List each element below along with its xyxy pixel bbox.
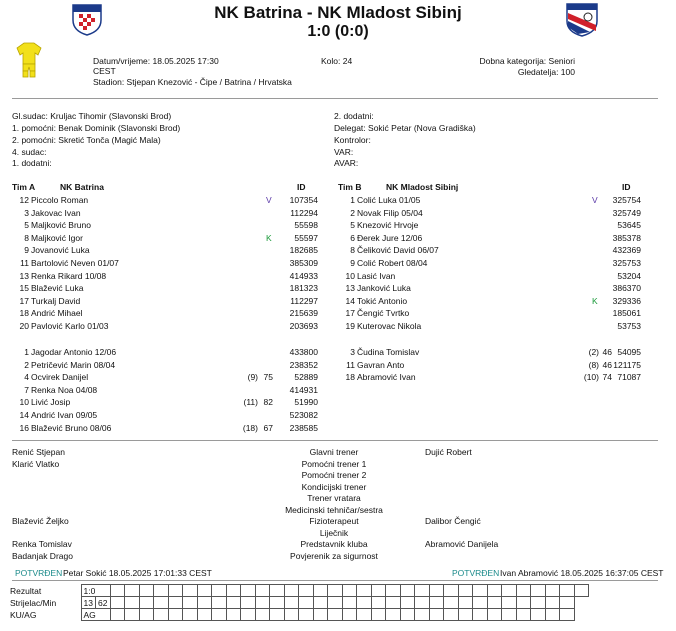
- ku-ag-row: [10, 609, 589, 621]
- scorer-number: 13: [81, 597, 96, 609]
- match-score: 1:0 (0:0): [307, 23, 369, 40]
- match-stadium: Stadion: Stjepan Knezović - Čipe / Batrina / Hrvatska: [93, 77, 292, 87]
- team-b-id-header: ID: [622, 182, 631, 192]
- match-title: NK Batrina - NK Mladost Sibinj: [214, 3, 462, 22]
- staff-team-a: Klarić Vlatko: [12, 458, 60, 469]
- player-number: 18: [345, 372, 355, 383]
- player-id: 55597: [294, 232, 318, 243]
- player-id: 203693: [289, 321, 318, 331]
- player-name: Andrić Ivan 09/05: [31, 410, 98, 420]
- player-name: Bartolović Neven 01/07: [31, 258, 119, 268]
- player-row: [338, 207, 641, 220]
- player-number: 13: [345, 283, 355, 294]
- player-number: 19: [345, 321, 355, 331]
- player-number: 5: [350, 220, 355, 231]
- staff-team-b: Dujić Robert: [425, 447, 472, 457]
- result-label: Rezultat: [10, 585, 42, 596]
- referee-line: 1. pomoćni: Benak Dominik (Slavonski Brod): [12, 123, 181, 133]
- player-row: [338, 295, 641, 308]
- player-id: 432369: [612, 245, 641, 256]
- divider: [12, 440, 658, 441]
- sub-replaced: (11): [243, 397, 258, 408]
- player-id: 215639: [289, 308, 318, 319]
- player-id: 433800: [289, 347, 318, 357]
- player-number: 20: [19, 321, 29, 331]
- player-number: 16: [19, 422, 29, 433]
- substitute-row: [12, 371, 318, 384]
- player-name: Maljković Bruno: [31, 220, 91, 231]
- player-name: Ocvirek Danijel: [31, 372, 89, 383]
- goalkeeper-badge: V: [592, 195, 598, 205]
- jersey-icon: [16, 42, 42, 78]
- player-number: 9: [24, 245, 29, 256]
- player-row: [12, 207, 318, 220]
- sub-replaced: (2): [588, 347, 599, 357]
- staff-role: Glavni trener: [309, 447, 359, 457]
- player-row: [338, 282, 641, 295]
- player-row: [12, 270, 318, 283]
- player-name: Čudina Tomislav: [357, 347, 420, 357]
- sub-minute: 74: [602, 372, 612, 383]
- player-number: 18: [19, 308, 29, 319]
- player-row: [12, 307, 318, 320]
- scorer-label: Strijelac/Min: [10, 597, 57, 608]
- player-number: 3: [24, 207, 29, 218]
- player-name: Novak Filip 05/04: [357, 207, 423, 218]
- player-number: 4: [24, 372, 29, 383]
- staff-role: Pomoćni trener 1: [301, 458, 367, 469]
- staff-role: Predstavnik kluba: [300, 539, 368, 549]
- player-name: Livić Josip: [31, 397, 71, 408]
- staff-role: Liječnik: [319, 527, 349, 538]
- player-id: 182685: [289, 245, 318, 256]
- staff-team-b: Dalibor Čengić: [425, 516, 481, 526]
- substitute-row: [338, 346, 641, 359]
- player-number: 1: [350, 195, 355, 205]
- player-id: 325754: [612, 195, 641, 205]
- player-name: Blažević Luka: [31, 283, 84, 294]
- player-name: Pavlović Karlo 01/03: [31, 321, 109, 331]
- player-name: Maljković Igor: [31, 232, 83, 243]
- referee-line: Gl.sudac: Kruljac Tihomir (Slavonski Brod): [12, 111, 172, 121]
- player-name: Gavran Anto: [357, 359, 405, 370]
- staff-role: Trener vratara: [307, 493, 361, 503]
- staff-role: Povjerenik za sigurnost: [290, 550, 378, 561]
- player-row: [12, 295, 318, 308]
- official-line: Delegat: Sokić Petar (Nova Gradiška): [334, 123, 476, 133]
- sub-replaced: (9): [247, 372, 258, 383]
- staff-team-b: Abramović Danijela: [425, 539, 499, 549]
- staff-role: Pomoćni trener 2: [301, 470, 367, 480]
- substitute-row: [12, 346, 318, 359]
- staff-role: Kondicijski trener: [301, 481, 367, 492]
- result-table: [10, 584, 589, 621]
- player-name: Knezović Hrvoje: [357, 220, 419, 231]
- referee-line: 4. sudac:: [12, 147, 47, 157]
- player-id: 329336: [612, 295, 641, 306]
- player-row: [338, 244, 641, 257]
- player-number: 8: [350, 245, 355, 256]
- referee-line: 2. pomoćni: Skretić Tonča (Magić Mala): [12, 135, 161, 145]
- player-row: [338, 307, 641, 320]
- player-id: 325749: [612, 207, 641, 218]
- player-number: 17: [19, 295, 29, 306]
- official-line: VAR:: [334, 147, 354, 157]
- confirmed-badge-b: POTVRĐEN: [452, 568, 500, 578]
- team-a-label: Tim A: [12, 182, 36, 192]
- player-number: 6: [350, 232, 355, 243]
- sub-minute: 46: [602, 347, 612, 357]
- player-name: Janković Luka: [357, 283, 411, 294]
- player-id: 385378: [612, 232, 641, 243]
- player-name: Turkalj David: [31, 295, 81, 306]
- staff-role: Medicinski tehničar/sestra: [285, 504, 383, 515]
- player-name: Colić Luka 01/05: [357, 195, 421, 205]
- player-row: [338, 232, 641, 245]
- player-number: 10: [345, 270, 355, 281]
- sub-minute: 82: [263, 397, 273, 408]
- official-line: 2. dodatni:: [334, 111, 374, 121]
- player-name: Lasić Ivan: [357, 270, 396, 281]
- player-row: [12, 194, 318, 207]
- player-name: Čengić Tvrtko: [357, 308, 410, 319]
- player-name: Renka Noa 04/08: [31, 384, 98, 395]
- player-id: 386370: [612, 283, 641, 294]
- player-number: 13: [19, 270, 29, 281]
- player-id: 121175: [613, 359, 641, 370]
- staff-team-a: Renka Tomislav: [12, 539, 72, 549]
- confirmed-badge-a: POTVRĐEN: [15, 568, 63, 578]
- ku-ag-label: KU/AG: [10, 609, 37, 620]
- team-b-name: NK Mladost Sibinj: [386, 182, 459, 192]
- sub-minute: 67: [263, 422, 273, 433]
- player-number: 10: [19, 397, 29, 408]
- player-id: 53645: [617, 220, 641, 231]
- player-row: [12, 219, 318, 232]
- captain-badge: K: [592, 295, 598, 306]
- official-line: AVAR:: [334, 158, 359, 168]
- player-number: 15: [19, 283, 29, 294]
- player-id: 523082: [289, 410, 318, 420]
- team-a-id-header: ID: [297, 182, 306, 192]
- player-id: 181323: [289, 283, 318, 294]
- staff-role: Fizioterapeut: [309, 516, 359, 526]
- player-id: 385309: [289, 258, 318, 268]
- player-number: 2: [24, 359, 29, 370]
- player-id: 52889: [294, 372, 318, 383]
- substitute-row: [12, 409, 318, 422]
- substitute-row: [12, 384, 318, 397]
- player-id: 414931: [289, 384, 318, 395]
- team-b-label: Tim B: [338, 182, 362, 192]
- player-name: Jovanović Luka: [31, 245, 90, 256]
- player-name: Colić Robert 08/04: [357, 258, 428, 268]
- player-row: [12, 232, 318, 245]
- player-id: 55598: [294, 220, 318, 231]
- player-number: 11: [346, 359, 355, 370]
- substitute-row: [338, 359, 641, 372]
- confirmed-text-a: Petar Sokić 18.05.2025 17:01:33 CEST: [63, 568, 212, 578]
- player-id: 107354: [289, 195, 318, 205]
- ku-ag-cell: AG: [81, 609, 110, 621]
- team-a-name: NK Batrina: [60, 182, 104, 192]
- player-number: 9: [350, 258, 355, 268]
- player-number: 14: [345, 295, 355, 306]
- player-name: Blažević Bruno 08/06: [31, 422, 112, 433]
- player-row: [338, 257, 641, 270]
- sub-replaced: (8): [588, 359, 599, 370]
- player-id: 71087: [617, 372, 641, 383]
- player-id: 238352: [289, 359, 318, 370]
- player-number: 8: [24, 232, 29, 243]
- player-number: 3: [350, 347, 355, 357]
- player-id: 53204: [617, 270, 641, 281]
- player-number: 14: [19, 410, 29, 420]
- player-number: 12: [19, 195, 29, 205]
- goalkeeper-badge: V: [266, 195, 272, 205]
- scorer-row: [10, 597, 589, 609]
- player-name: Tokić Antonio: [357, 295, 408, 306]
- substitute-row: [12, 422, 318, 435]
- scorer-minute: 62: [96, 597, 111, 609]
- age-category: Dobna kategorija: Seniori: [479, 56, 575, 66]
- sub-minute: 75: [263, 372, 273, 383]
- player-id: 53753: [617, 321, 641, 331]
- player-name: Abramović Ivan: [357, 372, 416, 383]
- player-name: Čeliković David 06/07: [357, 245, 439, 256]
- player-name: Kuterovac Nikola: [357, 321, 422, 331]
- match-datetime: Datum/vrijeme: 18.05.2025 17:30: [93, 56, 219, 66]
- divider: [12, 580, 658, 581]
- referee-line: 1. dodatni:: [12, 158, 52, 168]
- player-name: Jagodar Antonio 12/06: [31, 347, 117, 357]
- player-name: Đerek Jure 12/06: [357, 232, 423, 243]
- captain-badge: K: [266, 232, 272, 243]
- player-name: Petričević Marin 08/04: [31, 359, 116, 370]
- sub-replaced: (18): [242, 422, 258, 433]
- player-number: 7: [24, 384, 29, 395]
- substitute-row: [12, 396, 318, 409]
- player-id: 238585: [289, 422, 318, 433]
- player-id: 51990: [294, 397, 318, 408]
- sub-minute: 46: [602, 359, 612, 370]
- staff-team-a: Badanjak Drago: [12, 550, 73, 561]
- player-number: 1: [24, 347, 29, 357]
- sub-replaced: (10): [583, 372, 599, 383]
- player-row: [12, 282, 318, 295]
- player-id: 112297: [290, 295, 318, 306]
- player-row: [12, 257, 318, 270]
- player-row: [338, 194, 641, 207]
- player-id: 414933: [289, 270, 318, 281]
- match-round: Kolo: 24: [321, 56, 353, 66]
- player-row: [338, 320, 641, 333]
- player-name: Jakovac Ivan: [31, 207, 81, 218]
- player-number: 2: [350, 207, 355, 218]
- official-line: Kontrolor:: [334, 135, 371, 145]
- result-row: [10, 585, 589, 597]
- divider: [12, 98, 658, 99]
- substitute-row: [12, 359, 318, 372]
- substitute-row: [338, 371, 641, 384]
- staff-team-a: Blažević Željko: [12, 516, 69, 526]
- player-row: [12, 244, 318, 257]
- player-id: 54095: [617, 347, 641, 357]
- result-cell: 1:0: [81, 585, 110, 597]
- spectators: Gledatelja: 100: [517, 67, 575, 77]
- match-timezone: CEST: [93, 66, 116, 76]
- player-name: Piccolo Roman: [31, 195, 89, 205]
- player-number: 5: [24, 220, 29, 231]
- player-row: [338, 270, 641, 283]
- player-number: 11: [20, 258, 29, 268]
- player-number: 17: [345, 308, 355, 319]
- staff-team-a: Renić Stjepan: [12, 447, 65, 457]
- player-name: Renka Rikard 10/08: [31, 270, 107, 281]
- confirmed-text-b: Ivan Abramović 18.05.2025 16:37:05 CEST: [500, 568, 664, 578]
- player-id: 325753: [612, 258, 641, 268]
- player-row: [338, 219, 641, 232]
- player-id: 112294: [290, 207, 318, 218]
- player-name: Andrić Mihael: [31, 308, 83, 319]
- player-id: 185061: [612, 308, 641, 319]
- player-row: [12, 320, 318, 333]
